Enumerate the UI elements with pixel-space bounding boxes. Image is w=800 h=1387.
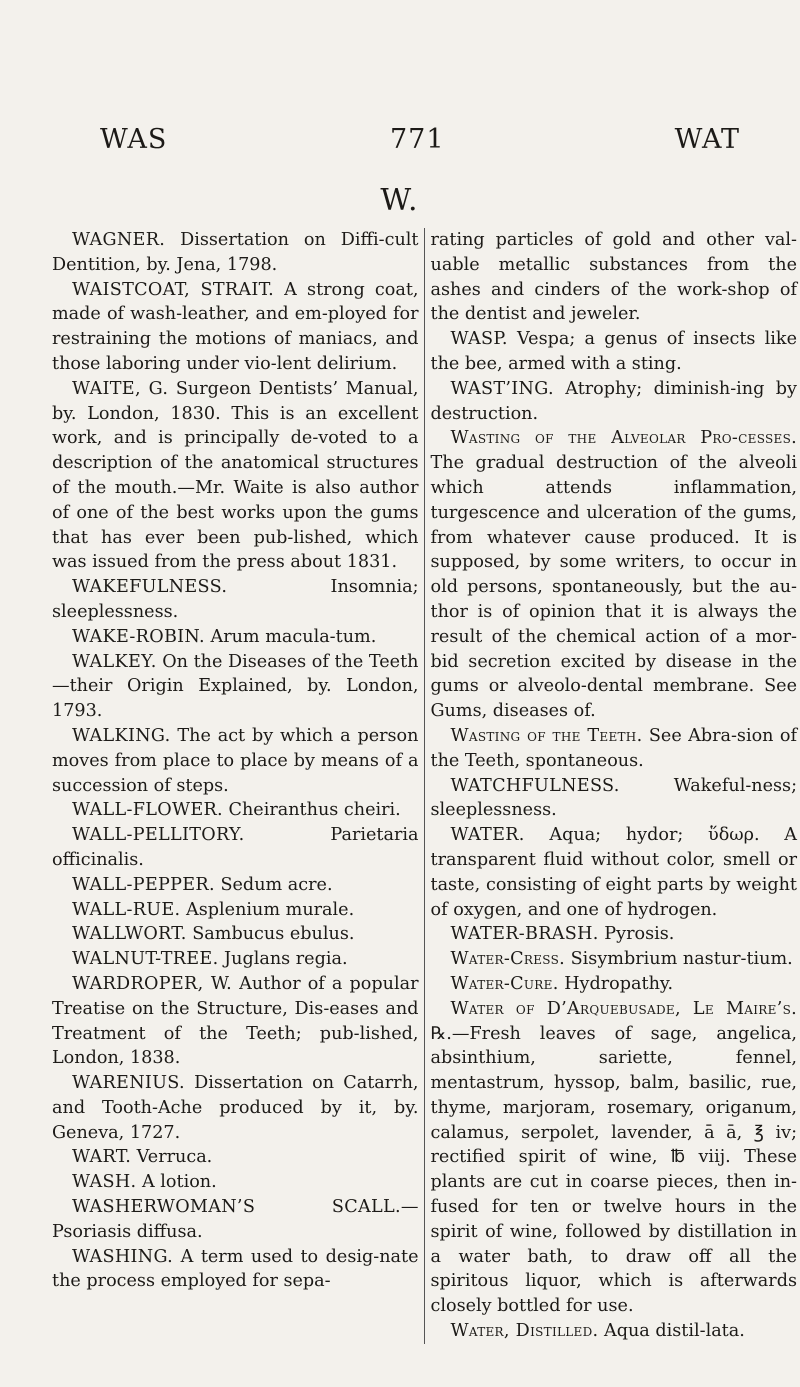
entry-headword: Water-Cure. [450, 973, 559, 994]
right-column [431, 228, 798, 1344]
dictionary-entry [431, 947, 798, 972]
dictionary-entry [52, 575, 419, 625]
entry-definition: Author of a popular Treatise on the Structure, Dis-eases and Treatment of the Teeth; pub-lished, London, 1838. [52, 973, 419, 1069]
entry-definition: Aqua; hydor; ὕδωρ. A transparent fluid without color, smell or taste, consisting of eight parts by weight of oxygen, and one of hydrogen. [430, 825, 797, 920]
entry-headword: WALL-PEPPER. [72, 874, 215, 895]
dictionary-entry [431, 774, 798, 824]
entry-headword: WATCHFULNESS. [450, 775, 620, 796]
entry-definition: ℞.—Fresh leaves of sage, angelica, absinthium, sariette, fennel, mentastrum, hyssop, balm, basilic, rue, thyme, marjoram, rosemary, origanum, calamus, serpolet, lavender, ā ā, ℥ iv; rectified spirit of wine, ℔ viij. These plants are cut in coarse pieces, then in-fused for ten or twelve hours in the spirit of wine, followed by distillation in a water bath, to draw off all the spiritous liquor, which is afterwards closely bottled for use. [430, 1023, 797, 1317]
entry-headword: Wasting of the Alveolar Pro-cesses. [450, 428, 797, 449]
dictionary-entry [52, 972, 419, 1071]
dictionary-entry [52, 278, 419, 377]
entry-definition: Vespa; a genus of insects like the bee, armed with a sting. [430, 329, 797, 374]
entry-headword: WASHING. [72, 1246, 174, 1267]
dictionary-columns [52, 228, 797, 1344]
entry-headword: WARENIUS. [72, 1073, 185, 1094]
entry-headword: WALL-FLOWER. [72, 800, 223, 821]
dictionary-entry [431, 327, 798, 377]
entry-definition: A lotion. [136, 1172, 217, 1193]
entry-definition: Asplenium murale. [180, 899, 355, 920]
entry-definition: Dissertation on Catarrh, and Tooth-Ache produced by it, by. Geneva, 1727. [52, 1073, 419, 1143]
entry-definition: Arum macula-tum. [204, 626, 377, 647]
dictionary-entry [52, 798, 419, 823]
entry-definition: Sambucus ebulus. [186, 924, 355, 945]
entry-headword: WALL-RUE. [72, 899, 181, 920]
entry-headword: WART. [72, 1147, 132, 1168]
entry-definition: rating particles of gold and other val-uable metallic substances from the ashes and cinders of the work-shop of the dentist and jeweler. [430, 230, 797, 325]
dictionary-entry [52, 1071, 419, 1145]
entry-headword: WALKEY. [72, 651, 157, 672]
dictionary-entry [52, 228, 419, 278]
entry-headword: WALLWORT. [72, 924, 187, 945]
dictionary-entry [52, 1145, 419, 1170]
entry-headword: Water, Distilled. [450, 1321, 599, 1342]
entry-headword: WAKE-ROBIN. [72, 626, 205, 647]
dictionary-entry [431, 377, 798, 427]
running-head-left: WAS [100, 124, 168, 155]
entry-headword: WATER. [450, 825, 525, 846]
entry-headword: WASP. [450, 329, 508, 350]
dictionary-entry [52, 1170, 419, 1195]
dictionary-entry [52, 625, 419, 650]
entry-definition: Dissertation on Diffi-cult Dentition, by. Jena, 1798. [52, 230, 419, 275]
entry-definition: Parietaria officinalis. [52, 825, 419, 870]
dictionary-entry [431, 972, 798, 997]
entry-definition: The act by which a person moves from place to place by means of a succession of steps. [52, 725, 419, 796]
dictionary-entry [431, 922, 798, 947]
entry-definition: Aqua distil-lata. [598, 1321, 745, 1342]
entry-definition: Sedum acre. [214, 874, 333, 895]
left-column [52, 228, 425, 1344]
dictionary-entry [52, 922, 419, 947]
entry-headword: WAKEFULNESS. [72, 577, 228, 598]
running-head-right: WAT [674, 124, 740, 155]
dictionary-entry [52, 947, 419, 972]
dictionary-entry [52, 1195, 419, 1245]
entry-definition: A strong coat, made of wash-leather, and em-ployed for restraining the motions of maniacs, and those laboring under vio-lent delirium. [52, 279, 419, 374]
dictionary-entry [52, 1245, 419, 1295]
entry-headword: WASHERWOMAN’S SCALL. [72, 1197, 401, 1218]
dictionary-entry [52, 377, 419, 575]
entry-definition: See Abra-sion of the Teeth, spontaneous. [430, 725, 797, 771]
entry-headword: WARDROPER, W. [72, 973, 233, 994]
entry-headword: WAST’ING. [450, 378, 554, 399]
section-letter: W. [380, 183, 420, 218]
dictionary-entry [431, 228, 798, 327]
dictionary-entry [52, 873, 419, 898]
entry-headword: WAGNER. [72, 230, 166, 250]
entry-definition: Insomnia; sleeplessness. [52, 577, 419, 622]
entry-headword: WAISTCOAT, STRAIT. [72, 279, 275, 300]
entry-definition: Sisymbrium nastur-tium. [565, 949, 793, 970]
dictionary-entry [431, 1319, 798, 1344]
entry-definition: On the Diseases of the Teeth—their Origin Explained, by. London, 1793. [52, 651, 419, 722]
page-number: 771 [390, 124, 445, 155]
entry-definition: Wakeful-ness; sleeplessness. [430, 775, 797, 821]
entry-definition: —Psoriasis diffusa. [52, 1197, 419, 1242]
dictionary-entry [431, 724, 798, 774]
entry-definition: The gradual destruction of the alveoli which attends inflammation, turgescence and ulceration of the gums, from whatever cause produced. It is supposed, by some writers, to occur in old persons, spontaneously, but the au-thor is of opinion that it is always the result of the chemical action of a mor-bid secretion excited by disease in the gums or alveolo-dental membrane. See Gums, diseases of. [430, 453, 797, 722]
entry-headword: WALL-PELLITORY. [72, 825, 245, 846]
entry-definition: Verruca. [131, 1147, 213, 1168]
dictionary-entry [431, 997, 798, 1319]
entry-definition: Cheiranthus cheiri. [222, 800, 401, 821]
entry-definition: Hydropathy. [558, 973, 674, 994]
dictionary-entry [52, 898, 419, 923]
entry-headword: WATER-BRASH. [450, 924, 599, 945]
dictionary-entry [431, 426, 798, 724]
entry-headword: WASH. [72, 1172, 137, 1193]
entry-definition: Pyrosis. [598, 924, 675, 945]
entry-headword: WALNUT-TREE. [72, 949, 219, 970]
dictionary-entry [431, 823, 798, 922]
entry-definition: Surgeon Dentists’ Manual, by. London, 1830. This is an excellent work, and is principally de-voted to a description of the anatomical structures of the mouth.—Mr. Waite is also author of one of the best works upon the gums that has ever been pub-lished, which was issued from the press about 1831. [52, 378, 419, 573]
entry-headword: WALKING. [72, 725, 171, 746]
entry-headword: WAITE, G. [72, 378, 169, 399]
dictionary-entry [52, 650, 419, 724]
entry-headword: Wasting of the Teeth. [450, 725, 643, 746]
dictionary-entry [52, 823, 419, 873]
entry-headword: Water of D’Arquebusade, Le Maire’s. [450, 998, 797, 1019]
entry-definition: A term used to desig-nate the process employed for sepa- [52, 1246, 419, 1292]
entry-definition: Atrophy; diminish-ing by destruction. [430, 378, 797, 424]
entry-headword: Water-Cress. [450, 949, 566, 970]
entry-definition: Juglans regia. [218, 949, 348, 970]
dictionary-entry [52, 724, 419, 798]
